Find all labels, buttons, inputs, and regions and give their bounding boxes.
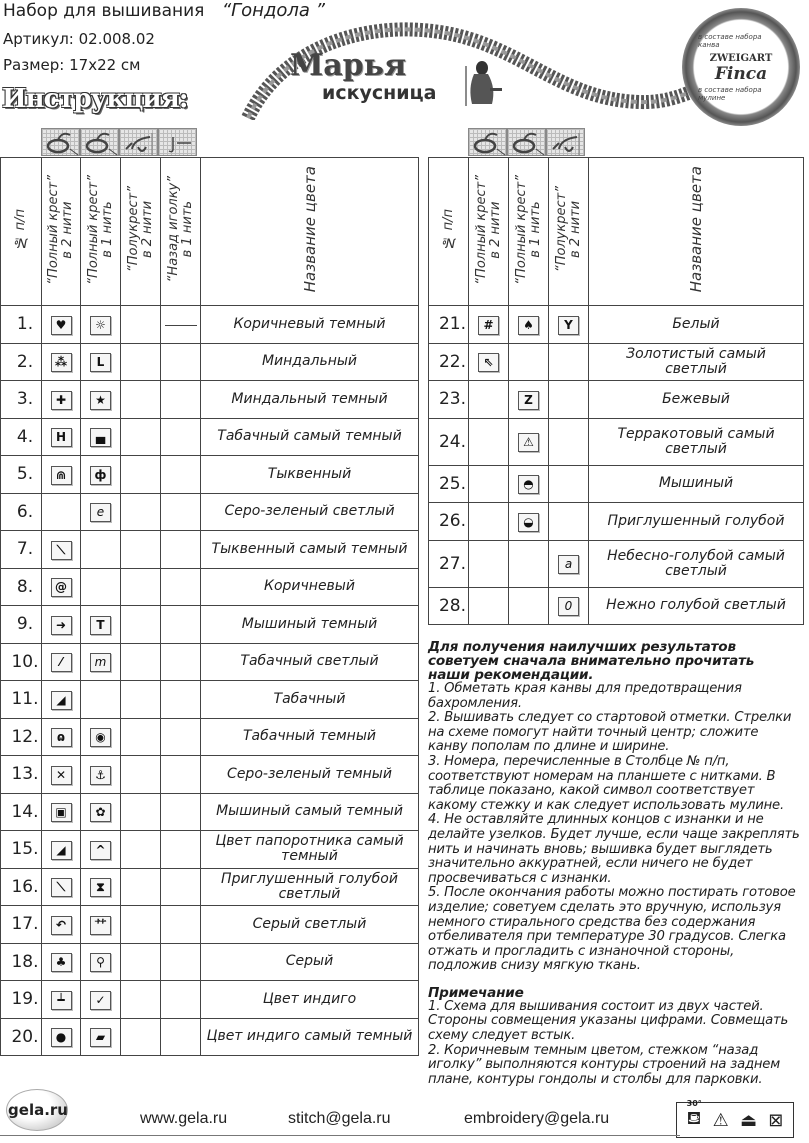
stitch-symbol-icon: ◢ — [51, 841, 72, 860]
stitch-symbol-icon: ⧗ — [90, 878, 111, 897]
symbol-cell — [42, 756, 81, 794]
symbol-cell — [81, 493, 121, 531]
symbol-cell — [161, 681, 201, 719]
symbol-cell — [42, 868, 81, 906]
symbol-cell — [121, 868, 161, 906]
symbol-cell — [81, 943, 121, 981]
stitch-symbol-icon: ⇖ — [478, 353, 499, 372]
table-row — [1, 493, 419, 531]
full-cross-2-threads-icon — [468, 128, 507, 156]
stitch-symbol-icon: e — [90, 503, 111, 522]
table-row — [1, 981, 419, 1019]
row-number: 23. — [429, 381, 469, 419]
symbol-cell — [42, 381, 81, 419]
color-name: Нежно голубой светлый — [589, 587, 804, 625]
symbol-cell — [42, 981, 81, 1019]
symbol-cell — [161, 306, 201, 344]
symbol-cell — [549, 381, 589, 419]
stitch-symbol-icon: ♣ — [51, 953, 72, 972]
color-name: Миндальный темный — [201, 381, 419, 419]
stitch-symbol-icon: ⟍ — [51, 541, 72, 560]
table-row — [1, 381, 419, 419]
color-name: Приглушенный голубой светлый — [201, 868, 419, 906]
kit-label: Набор для вышивания — [3, 1, 205, 21]
email-stitch-link[interactable]: stitch@gela.ru — [288, 1110, 391, 1127]
no-tumble-dry-icon: ⊠ — [768, 1109, 784, 1131]
symbol-cell — [549, 587, 589, 625]
stitch-symbol-icon: ▣ — [51, 803, 72, 822]
kit-name: “Гондола ” — [221, 0, 325, 21]
symbol-cell — [121, 1018, 161, 1056]
table-row — [1, 681, 419, 719]
brand-logo-title: Марья — [290, 48, 407, 83]
table-row — [429, 540, 804, 587]
zweigart-finca-seal — [682, 8, 800, 126]
table-row — [1, 643, 419, 681]
footer-divider — [0, 1135, 680, 1136]
symbol-cell — [509, 465, 549, 503]
symbol-cell — [42, 306, 81, 344]
color-name: Коричневый — [201, 568, 419, 606]
table-row — [1, 906, 419, 944]
symbol-cell — [121, 531, 161, 569]
row-number: 25. — [429, 465, 469, 503]
symbol-cell — [81, 568, 121, 606]
table-row — [429, 587, 804, 625]
header-full-cross-2: “Полный крест” в 2 нити — [469, 158, 509, 306]
stitch-symbol-icon: Z — [518, 391, 539, 410]
color-name: Тыквенный самый темный — [201, 531, 419, 569]
row-number: 24. — [429, 418, 469, 465]
symbol-cell — [81, 381, 121, 419]
table-row — [1, 568, 419, 606]
symbol-cell — [161, 343, 201, 381]
color-name: Белый — [589, 306, 804, 344]
color-name: Приглушенный голубой — [589, 503, 804, 541]
symbol-cell — [549, 503, 589, 541]
half-cross-icon — [119, 128, 158, 156]
stitch-symbol-icon: ✿ — [90, 803, 111, 822]
stitch-symbol-icon: ⚓ — [90, 766, 111, 785]
symbol-cell — [161, 418, 201, 456]
symbol-cell — [42, 718, 81, 756]
symbol-cell — [81, 456, 121, 494]
table-row — [429, 306, 804, 344]
full-cross-1-thread-icon — [507, 128, 546, 156]
header-half-cross-2: “Полукрест” в 2 нити — [549, 158, 589, 306]
color-name: Бежевый — [589, 381, 804, 419]
stitch-symbol-icon: ⁄ — [51, 653, 72, 672]
color-name: Цвет папоротника самый темный — [201, 831, 419, 869]
stitch-symbol-icon: ● — [51, 1028, 72, 1047]
email-embroidery-link[interactable]: embroidery@gela.ru — [464, 1110, 610, 1127]
recommendation-item: 5. После окончания работы можно постирать готовое изделие; советуем сделать это вручную, используя немного стирального средства без содержания отбеливателя при температуре 30 градусов. Слегка отжать и прогладить с изнаночной стороны, подложив снизу мягкую ткань. — [428, 885, 796, 974]
stitch-symbol-icon: ⚲ — [90, 953, 111, 972]
recommendation-item: 2. Вышивать следует со стартовой отметки. Стрелки на схеме помогут найти точный центр; сложите канву пополам по длине и ширине. — [428, 710, 792, 755]
seal-brand: ZWEIGART — [709, 52, 773, 64]
symbol-cell — [469, 418, 509, 465]
symbol-cell — [121, 981, 161, 1019]
table-row — [1, 943, 419, 981]
symbol-cell — [121, 418, 161, 456]
symbol-cell — [549, 540, 589, 587]
color-name: Табачный самый темный — [201, 418, 419, 456]
symbol-cell — [161, 381, 201, 419]
row-number: 2. — [1, 343, 42, 381]
symbol-cell — [42, 531, 81, 569]
row-number: 26. — [429, 503, 469, 541]
row-number: 8. — [1, 568, 42, 606]
symbol-cell — [42, 793, 81, 831]
symbol-cell — [161, 981, 201, 1019]
header-full-cross-1: “Полный крест” в 1 нить — [81, 158, 121, 306]
stitch-symbol-icon: ♠ — [518, 316, 539, 335]
row-number: 18. — [1, 943, 42, 981]
symbol-cell — [469, 306, 509, 344]
symbol-cell — [81, 793, 121, 831]
row-number: 11. — [1, 681, 42, 719]
color-name: Цвет индиго самый темный — [201, 1018, 419, 1056]
symbol-cell — [121, 343, 161, 381]
symbol-cell — [121, 306, 161, 344]
brand-logo-subtitle: искусница — [322, 82, 437, 104]
symbol-cell — [121, 718, 161, 756]
symbol-cell — [509, 503, 549, 541]
row-number: 27. — [429, 540, 469, 587]
symbol-cell — [81, 831, 121, 869]
table-row — [1, 343, 419, 381]
symbol-cell — [81, 906, 121, 944]
stitch-symbol-icon: ✕ — [51, 766, 72, 785]
stitch-symbol-icon: ↶ — [51, 916, 72, 935]
stitch-symbol-icon: Y — [558, 316, 579, 335]
stitch-symbol-icon: ┷ — [51, 991, 72, 1010]
iron-icon: ⏏ — [739, 1109, 757, 1131]
row-number: 16. — [1, 868, 42, 906]
stitch-symbol-icon: H — [51, 428, 72, 447]
article-number: Артикул: 02.008.02 — [3, 30, 155, 48]
kit-size: Размер: 17x22 см — [3, 56, 141, 74]
symbol-cell — [81, 681, 121, 719]
color-name: Табачный темный — [201, 718, 419, 756]
symbol-cell — [469, 343, 509, 381]
row-number: 9. — [1, 606, 42, 644]
row-number: 22. — [429, 343, 469, 381]
color-name: Мышиный темный — [201, 606, 419, 644]
color-name: Серо-зеленый темный — [201, 756, 419, 794]
symbol-cell — [161, 568, 201, 606]
header-backstitch-1: “Назад иголку” в 1 нить — [161, 158, 201, 306]
symbol-cell — [121, 493, 161, 531]
backstitch-icon — [158, 128, 197, 156]
symbol-cell — [121, 831, 161, 869]
stitch-symbol-icon: T — [90, 616, 111, 635]
symbol-cell — [549, 306, 589, 344]
color-name: Серо-зеленый светлый — [201, 493, 419, 531]
stitch-symbol-icon: ◢ — [51, 691, 72, 710]
symbol-cell — [42, 906, 81, 944]
symbol-cell — [509, 587, 549, 625]
symbol-cell — [81, 418, 121, 456]
symbol-cell — [42, 1018, 81, 1056]
symbol-cell — [42, 943, 81, 981]
stitch-symbol-icon: ♥ — [51, 316, 72, 335]
stitch-symbol-icon: ⚠ — [518, 433, 539, 452]
stitch-symbol-icon: 0 — [558, 597, 579, 616]
symbol-cell — [161, 718, 201, 756]
color-name: Табачный светлый — [201, 643, 419, 681]
half-cross-icon — [546, 128, 585, 156]
symbol-cell — [42, 568, 81, 606]
stitch-symbol-icon: ★ — [90, 391, 111, 410]
row-number: 21. — [429, 306, 469, 344]
symbol-cell — [161, 643, 201, 681]
color-name: Табачный — [201, 681, 419, 719]
row-number: 4. — [1, 418, 42, 456]
stitch-symbol-icon: ☼ — [90, 316, 111, 335]
seal-top-text: в составе набора канва — [698, 32, 762, 49]
row-number: 28. — [429, 587, 469, 625]
table-row — [1, 418, 419, 456]
symbol-cell — [81, 306, 121, 344]
symbol-cell — [42, 643, 81, 681]
table-row — [1, 1018, 419, 1056]
symbol-cell — [509, 418, 549, 465]
header-color-name: Название цвета — [589, 158, 804, 306]
stitch-symbol-icon: ▰ — [90, 1028, 111, 1047]
symbol-cell — [161, 493, 201, 531]
embroiderer-figure-icon — [462, 58, 504, 110]
row-number: 5. — [1, 456, 42, 494]
symbol-cell — [81, 756, 121, 794]
recommendations-section — [428, 640, 800, 1087]
symbol-cell — [469, 381, 509, 419]
color-name: Серый — [201, 943, 419, 981]
seal-bottom-text: в составе набора мулине — [698, 85, 762, 102]
stitch-symbol-icon: # — [478, 316, 499, 335]
table-row — [429, 343, 804, 381]
symbol-cell — [549, 343, 589, 381]
stitch-symbol-icon: m — [90, 653, 111, 672]
symbol-cell — [121, 381, 161, 419]
symbol-cell — [42, 456, 81, 494]
color-name: Терракотовый самый светлый — [589, 418, 804, 465]
symbol-cell — [509, 540, 549, 587]
stitch-symbol-icon: ✚ — [51, 391, 72, 410]
color-name: Коричневый темный — [201, 306, 419, 344]
symbol-cell — [121, 756, 161, 794]
stitch-icons-left — [41, 128, 197, 156]
color-name: Цвет индиго — [201, 981, 419, 1019]
stitch-symbol-icon: ф — [90, 466, 111, 485]
color-name: Мышиный самый темный — [201, 793, 419, 831]
row-number: 15. — [1, 831, 42, 869]
no-bleach-icon: ⚠ — [712, 1109, 729, 1131]
recommendation-item: 4. Не оставляйте длинных концов с изнанки и не делайте узелков. Будет лучше, если чаще закреплять нить и начинать вновь; вышивка будет выглядеть значительно аккуратней, если ничего не будет просвечиваться с изнанки. — [428, 812, 800, 886]
symbol-cell — [121, 606, 161, 644]
symbol-cell — [509, 306, 549, 344]
symbol-cell — [161, 456, 201, 494]
symbol-cell — [469, 540, 509, 587]
symbol-cell — [469, 587, 509, 625]
symbol-cell — [81, 531, 121, 569]
color-name: Серый светлый — [201, 906, 419, 944]
symbol-cell — [121, 681, 161, 719]
backstitch-line-icon — [165, 325, 197, 326]
stitch-symbol-icon: @ — [51, 578, 72, 597]
table-row — [1, 793, 419, 831]
row-number: 10. — [1, 643, 42, 681]
stitch-icons-right — [468, 128, 585, 156]
symbol-cell — [42, 681, 81, 719]
symbol-cell — [42, 606, 81, 644]
color-name: Тыквенный — [201, 456, 419, 494]
stitch-symbol-icon: ⺿ — [90, 916, 111, 935]
stitch-symbol-icon: a — [558, 555, 579, 574]
symbol-cell — [509, 343, 549, 381]
row-number: 20. — [1, 1018, 42, 1056]
color-legend-table-right — [428, 157, 804, 625]
stitch-symbol-icon: ◒ — [518, 513, 539, 532]
symbol-cell — [121, 906, 161, 944]
symbol-cell — [469, 503, 509, 541]
symbol-cell — [161, 906, 201, 944]
symbol-cell — [161, 831, 201, 869]
symbol-cell — [42, 493, 81, 531]
header-color-name: Название цвета — [201, 158, 419, 306]
symbol-cell — [161, 868, 201, 906]
stitch-symbol-icon: ⟍ — [51, 878, 72, 897]
color-name: Миндальный — [201, 343, 419, 381]
instructions-heading: Инструкция: — [2, 84, 188, 114]
seal-product: Finca — [714, 63, 768, 84]
color-name: Небесно-голубой самый светлый — [589, 540, 804, 587]
stitch-symbol-icon: ◓ — [518, 475, 539, 494]
symbol-cell — [81, 868, 121, 906]
symbol-cell — [549, 418, 589, 465]
symbol-cell — [81, 1018, 121, 1056]
table-row — [429, 465, 804, 503]
stitch-symbol-icon: L — [90, 353, 111, 372]
row-number: 7. — [1, 531, 42, 569]
header-number: № п/п — [429, 158, 469, 306]
wash-30-icon: 30° ⛾ — [686, 1099, 702, 1129]
table-row — [1, 718, 419, 756]
note-title: Примечание — [428, 984, 524, 1001]
symbol-cell — [121, 456, 161, 494]
recommendation-item: 1. Обметать края канвы для предотвращения бахромления. — [428, 681, 742, 711]
symbol-cell — [121, 643, 161, 681]
table-row — [1, 306, 419, 344]
table-row — [1, 456, 419, 494]
stitch-symbol-icon: ⁂ — [51, 353, 72, 372]
table-row — [1, 831, 419, 869]
header-full-cross-1: “Полный крест” в 1 нить — [509, 158, 549, 306]
table-row — [1, 531, 419, 569]
symbol-cell — [161, 1018, 201, 1056]
symbol-cell — [161, 943, 201, 981]
symbol-cell — [509, 381, 549, 419]
symbol-cell — [81, 343, 121, 381]
symbol-cell — [81, 606, 121, 644]
header-number: № п/п — [1, 158, 42, 306]
full-cross-1-thread-icon — [80, 128, 119, 156]
symbol-cell — [121, 943, 161, 981]
recommendation-item: 3. Номера, перечисленные в Столбце № п/п, соответствуют номерам на планшете с нитками. В таблице показано, какой символ соответствует какому стежку и как следует использовать мулине. — [428, 753, 784, 813]
symbol-cell — [81, 643, 121, 681]
row-number: 14. — [1, 793, 42, 831]
symbol-cell — [161, 531, 201, 569]
website-link[interactable]: www.gela.ru — [140, 1110, 228, 1127]
stitch-symbol-icon: ▄ — [90, 428, 111, 447]
care-instructions — [676, 1099, 794, 1138]
stitch-symbol-icon: ^ — [90, 841, 111, 860]
symbol-cell — [161, 606, 201, 644]
row-number: 1. — [1, 306, 42, 344]
table-row — [429, 503, 804, 541]
table-row — [429, 418, 804, 465]
symbol-cell — [161, 793, 201, 831]
symbol-cell — [42, 343, 81, 381]
stitch-symbol-icon: ✓ — [90, 991, 111, 1010]
stitch-symbol-icon: ⋒ — [51, 466, 72, 485]
color-name: Золотистый самый светлый — [589, 343, 804, 381]
table-row — [1, 756, 419, 794]
note-item: 1. Схема для вышивания состоит из двух частей. Стороны совмещения указаны цифрами. Совмещать схему следует встык. — [428, 998, 789, 1044]
row-number: 3. — [1, 381, 42, 419]
gela-logo[interactable]: gela.ru — [6, 1089, 68, 1131]
recommendations-intro: Для получения наилучших результатов советуем сначала внимательно прочитать наши рекомендации. — [428, 639, 755, 683]
symbol-cell — [549, 465, 589, 503]
row-number: 6. — [1, 493, 42, 531]
stitch-symbol-icon: ◉ — [90, 728, 111, 747]
row-number: 12. — [1, 718, 42, 756]
table-row — [1, 606, 419, 644]
row-number: 13. — [1, 756, 42, 794]
row-number: 17. — [1, 906, 42, 944]
color-name: Мышиный — [589, 465, 804, 503]
color-legend-table-left — [0, 157, 419, 1056]
table-row — [1, 868, 419, 906]
header-half-cross-2: “Полукрест” в 2 нити — [121, 158, 161, 306]
symbol-cell — [161, 756, 201, 794]
symbol-cell — [42, 831, 81, 869]
full-cross-2-threads-icon — [41, 128, 80, 156]
stitch-symbol-icon: ➜ — [51, 616, 72, 635]
row-number: 19. — [1, 981, 42, 1019]
header-full-cross-2: “Полный крест” в 2 нити — [42, 158, 81, 306]
symbol-cell — [81, 718, 121, 756]
stitch-symbol-icon: ɷ — [51, 728, 72, 747]
symbol-cell — [121, 793, 161, 831]
note-item: 2. Коричневым темным цветом, стежком “назад иголку” выполняются контуры строений на заднем плане, контуры гондолы и столбы для парковки. — [428, 1042, 780, 1087]
symbol-cell — [42, 418, 81, 456]
table-row — [429, 381, 804, 419]
symbol-cell — [469, 465, 509, 503]
symbol-cell — [121, 568, 161, 606]
symbol-cell — [81, 981, 121, 1019]
